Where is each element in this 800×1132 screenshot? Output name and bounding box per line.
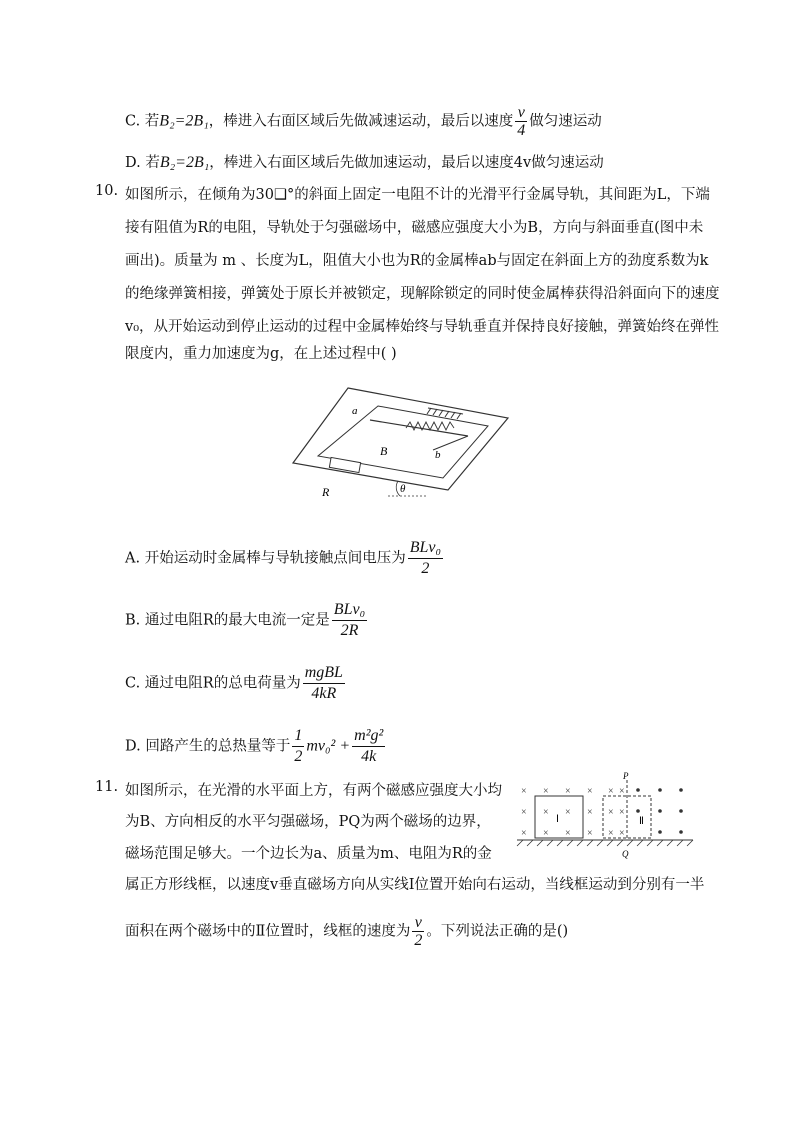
q10-stem-line-6: 限度内，重力加速度为g，在上述过程中( ) bbox=[125, 346, 397, 362]
q10-option-a-fraction: $\frac{\text{BLv₀}}{2}$ bbox=[409, 539, 442, 577]
q11-stem-line-2: 为B、方向相反的水平匀强磁场，PQ为两个磁场的边界， bbox=[125, 814, 491, 830]
svg-text:×: × bbox=[608, 807, 614, 818]
q11-last-line: 面积在两个磁场中的Ⅱ位置时，线框的速度为 $\frac{v}{2}$ 。下列说法正确的是() bbox=[125, 914, 569, 949]
svg-text:×: × bbox=[587, 828, 593, 839]
svg-text:×: × bbox=[587, 786, 593, 797]
spring bbox=[406, 422, 454, 430]
label-p: P bbox=[623, 772, 629, 781]
svg-text:×: × bbox=[521, 786, 527, 797]
svg-text:×: × bbox=[565, 807, 571, 818]
q10-option-d-middle: mv₀² + bbox=[306, 737, 351, 755]
q9-option-c-suffix: 做匀速运动 bbox=[529, 113, 602, 130]
incline-plane bbox=[293, 388, 508, 490]
svg-text:×: × bbox=[587, 807, 593, 818]
svg-text:×: × bbox=[619, 828, 625, 839]
q10-stem-line-5: v₀，从开始运动到停止运动的过程中金属棒始终与导轨垂直并保持良好接触，弹簧始终在弹性 bbox=[125, 319, 720, 335]
q11-stem-line-3: 磁场范围足够大。一个边长为a、质量为m、电阻为R的金 bbox=[125, 846, 492, 862]
svg-text:×: × bbox=[521, 807, 527, 818]
svg-text:×: × bbox=[543, 786, 549, 797]
q9-option-c-prefix: C. 若 bbox=[125, 113, 160, 130]
label-b: b bbox=[435, 449, 441, 461]
metal-rod-ab bbox=[370, 420, 468, 436]
q10-number: 10. bbox=[95, 183, 119, 199]
label-field-b: B bbox=[380, 444, 388, 458]
spring-anchor bbox=[427, 408, 463, 419]
q10-option-d-fraction-1: $\frac{1}{2}$ bbox=[294, 727, 303, 765]
q10-option-c-fraction: $\frac{\text{mgBL}}{4kR}$ bbox=[304, 664, 343, 702]
q11-number: 11. bbox=[95, 779, 119, 795]
field-into-page bbox=[521, 786, 625, 839]
label-theta: θ bbox=[400, 483, 406, 495]
label-position-2: Ⅱ bbox=[639, 816, 644, 827]
q9-option-c-text: ，棒进入右面区域后先做减速运动，最后以速度 bbox=[208, 113, 514, 130]
label-q: Q bbox=[622, 849, 629, 859]
svg-text:×: × bbox=[619, 807, 625, 818]
label-a: a bbox=[352, 405, 358, 417]
q9-option-d-text: ，棒进入右面区域后先做加速运动，最后以速度4v做匀速运动 bbox=[209, 155, 604, 171]
q10-option-d: D. 回路产生的总热量等于 $\frac{1}{2}$ mv₀² + $\frac{\text{m²g²}}{4k}$ bbox=[125, 727, 384, 765]
rod-end bbox=[433, 436, 468, 450]
q9-option-c-fraction: $\frac{v}{4}$ bbox=[517, 104, 526, 139]
q10-incline-figure bbox=[288, 378, 518, 503]
svg-text:×: × bbox=[619, 786, 625, 797]
q10-stem-line-4: 的绝缘弹簧相接，弹簧处于原长并被锁定，现解除锁定的同时使金属棒获得沿斜面向下的速度 bbox=[125, 286, 720, 302]
svg-text:×: × bbox=[565, 828, 571, 839]
q9-option-d-prefix: D. 若 bbox=[125, 155, 160, 171]
q11-fraction: $\frac{v}{2}$ bbox=[414, 914, 423, 949]
q9-option-d-condition: B₂=2B₁ bbox=[159, 154, 210, 171]
svg-text:×: × bbox=[543, 807, 549, 818]
q10-stem-line-1: 如图所示，在倾角为30❑°的斜面上固定一电阻不计的光滑平行金属导轨，其间距为L，下端 bbox=[125, 187, 710, 203]
q11-stem-line-1: 如图所示，在光滑的水平面上方，有两个磁感应强度大小均 bbox=[125, 783, 502, 799]
q9-option-c-condition: B₂=2B₁ bbox=[159, 112, 209, 130]
q10-option-b-fraction: $\frac{\text{BLv₀}}{2R}$ bbox=[333, 601, 366, 639]
q9-option-d bbox=[125, 151, 604, 172]
svg-text:×: × bbox=[608, 786, 614, 797]
q10-stem-line-3: 画出)。质量为 m 、长度为L，阻值大小也为R的金属棒ab与固定在斜面上方的劲度系数为k bbox=[125, 253, 709, 269]
svg-text:×: × bbox=[565, 786, 571, 797]
label-position-1: Ⅰ bbox=[556, 814, 559, 825]
q10-stem-line-2: 接有阻值为R的电阻，导轨处于匀强磁场中，磁感应强度大小为B，方向与斜面垂直(图中未 bbox=[125, 220, 704, 236]
q10-option-d-fraction-2: $\frac{\text{m²g²}}{4k}$ bbox=[354, 727, 384, 765]
q10-option-b: B. 通过电阻R的最大电流一定是 $\frac{\text{BLv₀}}{2R}$ bbox=[125, 601, 366, 639]
q11-field-figure bbox=[515, 772, 695, 860]
svg-text:×: × bbox=[521, 828, 527, 839]
q11-stem-line-4: 属正方形线框，以速度v垂直磁场方向从实线Ⅰ位置开始向右运动，当线框运动到分别有一半 bbox=[125, 877, 705, 893]
label-r: R bbox=[322, 485, 330, 499]
ground-hatching bbox=[517, 840, 693, 846]
svg-text:×: × bbox=[608, 828, 614, 839]
q9-option-c bbox=[125, 104, 602, 139]
q10-option-a: A. 开始运动时金属棒与导轨接触点间电压为 $\frac{\text{BLv₀}}{2}$ bbox=[125, 539, 442, 577]
q10-option-c: C. 通过电阻R的总电荷量为 $\frac{\text{mgBL}}{4kR}$ bbox=[125, 664, 343, 702]
svg-text:×: × bbox=[543, 828, 549, 839]
